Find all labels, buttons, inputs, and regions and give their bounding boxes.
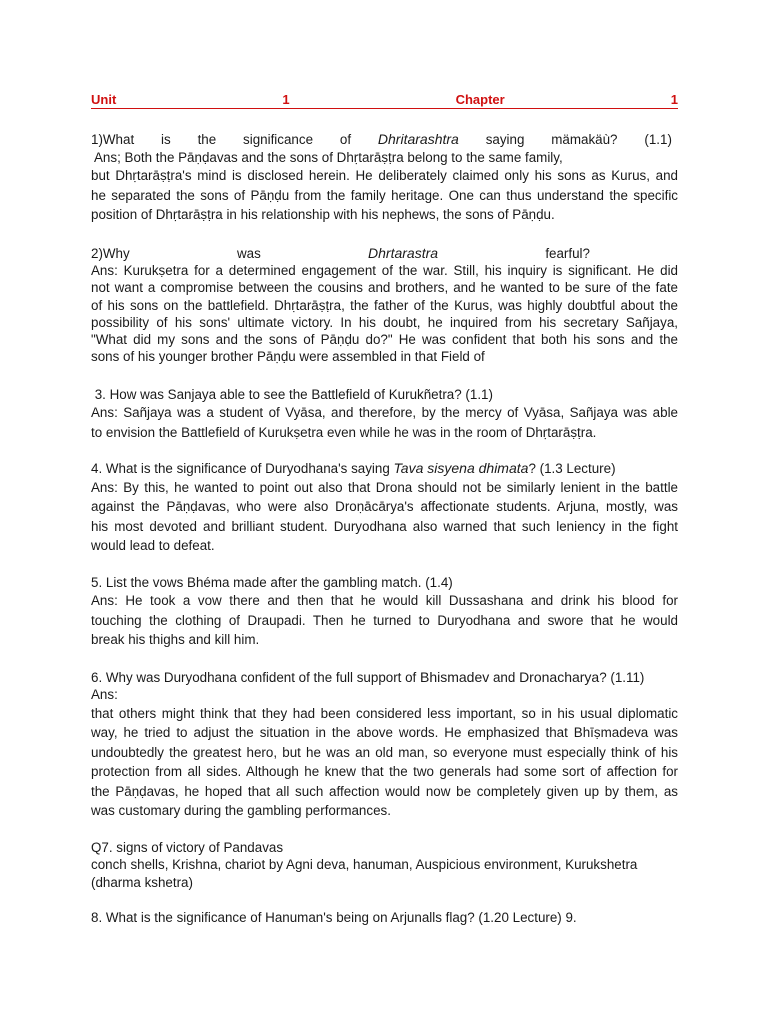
answer-3-line-2: to envision the Battlefield of Kurukṣetra even while he was in the room of Dhṛtarāṣṭra. <box>91 424 597 440</box>
answer-6-line-1: that others might think that they had been considered less important, so in his usual diplomatic <box>91 705 678 721</box>
question-2 <box>91 245 678 366</box>
question-4-text: 4. What is the significance of Duryodhana's saying Tava sisyena dhimata? (1.3 Lecture) <box>91 460 616 477</box>
answer-2-line-3: of his sons on the battlefield. Dhṛtarāṣṭra, the father of the Kurus, was highly doubtful about the <box>91 297 678 313</box>
answer-4-line-4: would lead to defeat. <box>91 538 215 554</box>
question-7 <box>91 839 678 892</box>
answer-2-line-2: not want a compromise between the cousins and brothers, and he wanted to be sure of the fate <box>91 280 678 296</box>
answer-6-line-2: way, he tried to adjust the situation in the above words. He emphasized that Bhīṣmadeva was <box>91 725 678 741</box>
question-3-text: 3. How was Sanjaya able to see the Battlefield of Kurukñetra? (1.1) <box>91 386 493 402</box>
answer-4-line-1: Ans: By this, he wanted to point out also that Drona should not be similarly lenient in the battle <box>91 479 678 495</box>
answer-6-line-4: protection from all sides. Although he knew that the two generals had some sort of affection for <box>91 764 678 780</box>
answer-5-line-1: Ans: He took a vow there and then that he would kill Dussashana and drink his blood for <box>91 593 678 609</box>
answer-5-line-3: break his thighs and kill him. <box>91 632 260 648</box>
unit-chapter-header <box>91 92 678 109</box>
answer-6-line-5: the Pāṇḍavas, he hoped that all such affection would now be completely given up by them, as <box>91 783 678 799</box>
answer-2-line-1: Ans: Kurukṣetra for a determined engagement of the war. Still, his inquiry is significant. He did <box>91 263 678 278</box>
document-page <box>91 92 678 927</box>
answer-6-label: Ans: <box>91 687 118 703</box>
answer-6-line-3: undoubtedly the greatest hero, but he was an old man, so everyone must especially think of his <box>91 744 678 760</box>
answer-6-line-6: was customary during the gambling performances. <box>91 803 391 819</box>
question-8-text: 8. What is the significance of Hanuman's being on Arjunalls flag? (1.20 Lecture) 9. <box>91 910 577 926</box>
answer-1-line-4: position of Dhṛtarāṣṭra in his relationship with his nephews, the sons of Pāṇḍu. <box>91 207 555 222</box>
chapter-number: 1 <box>670 92 678 107</box>
answer-7-line-2: (dharma kshetra) <box>91 874 193 890</box>
answer-2-line-5: "What did my sons and the sons of Pāṇḍu do?" He was confident that both his sons and the <box>91 332 678 348</box>
answer-1-line-2: but Dhṛtarāṣṭra's mind is disclosed herein. He deliberately claimed only his sons as Kurus, and <box>91 168 678 183</box>
answer-5-line-2: touching the clothing of Draupadi. Then he turned to Duryodhana and swore that he would <box>91 612 678 628</box>
question-6 <box>91 669 678 821</box>
answer-7-line-1: conch shells, Krishna, chariot by Agni deva, hanuman, Auspicious environment, Kurukshetra <box>91 857 638 873</box>
question-1 <box>91 131 678 225</box>
answer-1-line-1: Ans; Both the Pāṇḍavas and the sons of Dhṛtarāṣṭra belong to the same family, <box>94 149 563 165</box>
question-5-text: 5. List the vows Bhéma made after the gambling match. (1.4) <box>91 574 453 590</box>
question-5 <box>91 574 678 650</box>
question-3 <box>91 386 678 443</box>
answer-4-line-2: against the Pāṇḍavas, who were also Droṇācārya's affectionate students. Arjuna, mostly, was <box>91 499 678 515</box>
question-8 <box>91 909 678 927</box>
question-4 <box>91 460 678 556</box>
question-2-text: 2)Why was Dhrtarastra fearful? <box>91 244 590 261</box>
question-7-text: Q7. signs of victory of Pandavas <box>91 839 284 855</box>
answer-3-line-1: Ans: Sañjaya was a student of Vyāsa, and therefore, by the mercy of Vyāsa, Sañjaya was able <box>91 405 678 421</box>
question-6-text: 6. Why was Duryodhana confident of the full support of Bhismadev and Dronacharya? (1.11) <box>91 668 645 685</box>
answer-2-line-4: possibility of his sons' ultimate victory. In his doubt, he inquired from his secretary Sañjaya, <box>91 314 678 330</box>
answer-2-line-6: sons of his younger brother Pāṇḍu were assembled in that Field of <box>91 349 485 365</box>
answer-4-line-3: his most devoted and brilliant student. Duryodhana also warned that such leniency in the fight <box>91 518 678 534</box>
unit-label: Unit <box>91 92 117 107</box>
unit-number: 1 <box>282 92 290 107</box>
question-1-text: 1)What is the significance of Dhritarashtra saying mämakäù? (1.1) <box>91 131 672 147</box>
answer-1-line-3: he separated the sons of Pāṇḍu from the family heritage. One can thus understand the specific <box>91 187 678 203</box>
chapter-label: Chapter <box>455 92 505 107</box>
